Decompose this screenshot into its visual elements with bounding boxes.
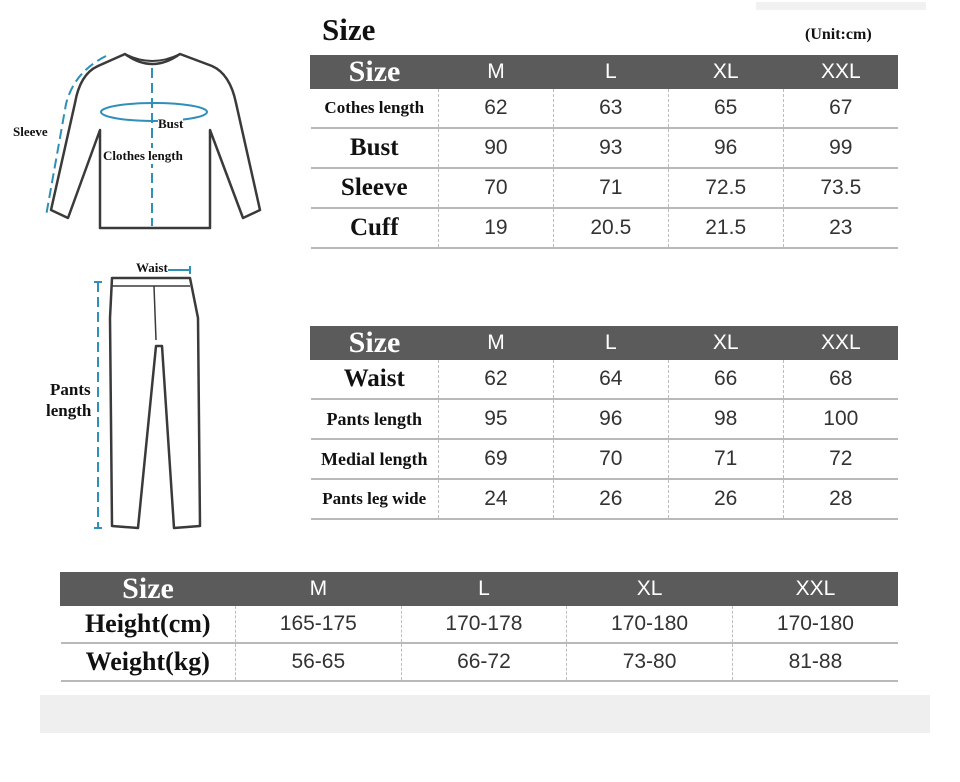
col-xxl: XXL xyxy=(783,55,898,89)
cell: 65 xyxy=(668,89,783,128)
cell: 71 xyxy=(553,168,668,208)
table-header-row xyxy=(311,326,899,360)
cell: 26 xyxy=(553,479,668,519)
bust-label: Bust xyxy=(158,116,184,131)
size-header: Size xyxy=(61,572,236,606)
row-label: Waist xyxy=(311,360,439,399)
table-row xyxy=(61,643,899,681)
top-size-table xyxy=(310,55,898,249)
cell: 66-72 xyxy=(401,643,567,681)
cell: 90 xyxy=(439,128,554,168)
row-label: Cothes length xyxy=(311,89,439,128)
size-header: Size xyxy=(311,326,439,360)
row-label: Height(cm) xyxy=(61,606,236,643)
table-row xyxy=(311,479,899,519)
col-l: L xyxy=(553,326,668,360)
sleeve-label: Sleeve xyxy=(13,124,48,139)
cell: 19 xyxy=(439,208,554,248)
size-header: Size xyxy=(311,55,439,89)
cell: 23 xyxy=(783,208,898,248)
cell: 21.5 xyxy=(668,208,783,248)
row-label: Sleeve xyxy=(311,168,439,208)
table-row xyxy=(311,168,899,208)
cell: 170-180 xyxy=(732,606,898,643)
table-row xyxy=(311,208,899,248)
top-strip xyxy=(756,2,926,10)
cell: 70 xyxy=(553,439,668,479)
col-m: M xyxy=(236,572,402,606)
cell: 56-65 xyxy=(236,643,402,681)
col-xl: XL xyxy=(668,55,783,89)
cell: 62 xyxy=(439,360,554,399)
col-xl: XL xyxy=(668,326,783,360)
cell: 63 xyxy=(553,89,668,128)
cell: 81-88 xyxy=(732,643,898,681)
cell: 165-175 xyxy=(236,606,402,643)
pants-diagram xyxy=(40,258,225,538)
row-label: Pants length xyxy=(311,399,439,439)
cell: 71 xyxy=(668,439,783,479)
unit-label: (Unit:cm) xyxy=(805,26,872,43)
body-size-table xyxy=(60,572,898,682)
col-m: M xyxy=(439,326,554,360)
waist-label: Waist xyxy=(136,260,168,275)
cell: 62 xyxy=(439,89,554,128)
shirt-diagram xyxy=(13,48,265,233)
col-xxl: XXL xyxy=(783,326,898,360)
bottom-strip xyxy=(40,695,930,733)
cell: 64 xyxy=(553,360,668,399)
row-label: Bust xyxy=(311,128,439,168)
cell: 20.5 xyxy=(553,208,668,248)
cell: 73.5 xyxy=(783,168,898,208)
table-row xyxy=(311,399,899,439)
table-row xyxy=(311,128,899,168)
table-header-row xyxy=(311,55,899,89)
cell: 96 xyxy=(668,128,783,168)
cell: 99 xyxy=(783,128,898,168)
cell: 96 xyxy=(553,399,668,439)
cell: 98 xyxy=(668,399,783,439)
row-label: Weight(kg) xyxy=(61,643,236,681)
clothes-length-label: Clothes length xyxy=(103,148,183,163)
cell: 67 xyxy=(783,89,898,128)
table-row xyxy=(61,606,899,643)
cell: 72.5 xyxy=(668,168,783,208)
col-l: L xyxy=(553,55,668,89)
cell: 170-178 xyxy=(401,606,567,643)
table-row xyxy=(311,360,899,399)
cell: 170-180 xyxy=(567,606,733,643)
cell: 70 xyxy=(439,168,554,208)
cell: 73-80 xyxy=(567,643,733,681)
cell: 28 xyxy=(783,479,898,519)
cell: 93 xyxy=(553,128,668,168)
col-m: M xyxy=(439,55,554,89)
pants-size-table xyxy=(310,326,898,520)
cell: 68 xyxy=(783,360,898,399)
table-row xyxy=(311,439,899,479)
row-label: Cuff xyxy=(311,208,439,248)
col-l: L xyxy=(401,572,567,606)
table-header-row xyxy=(61,572,899,606)
col-xxl: XXL xyxy=(732,572,898,606)
pants-length-label-1: Pants xyxy=(50,380,91,399)
table-row xyxy=(311,89,899,128)
cell: 24 xyxy=(439,479,554,519)
cell: 69 xyxy=(439,439,554,479)
col-xl: XL xyxy=(567,572,733,606)
pants-length-label-2: length xyxy=(46,401,92,420)
cell: 100 xyxy=(783,399,898,439)
cell: 72 xyxy=(783,439,898,479)
page-title: Size xyxy=(322,12,376,47)
cell: 95 xyxy=(439,399,554,439)
cell: 26 xyxy=(668,479,783,519)
cell: 66 xyxy=(668,360,783,399)
row-label: Medial length xyxy=(311,439,439,479)
row-label: Pants leg wide xyxy=(311,479,439,519)
shirt-outline xyxy=(40,48,265,233)
